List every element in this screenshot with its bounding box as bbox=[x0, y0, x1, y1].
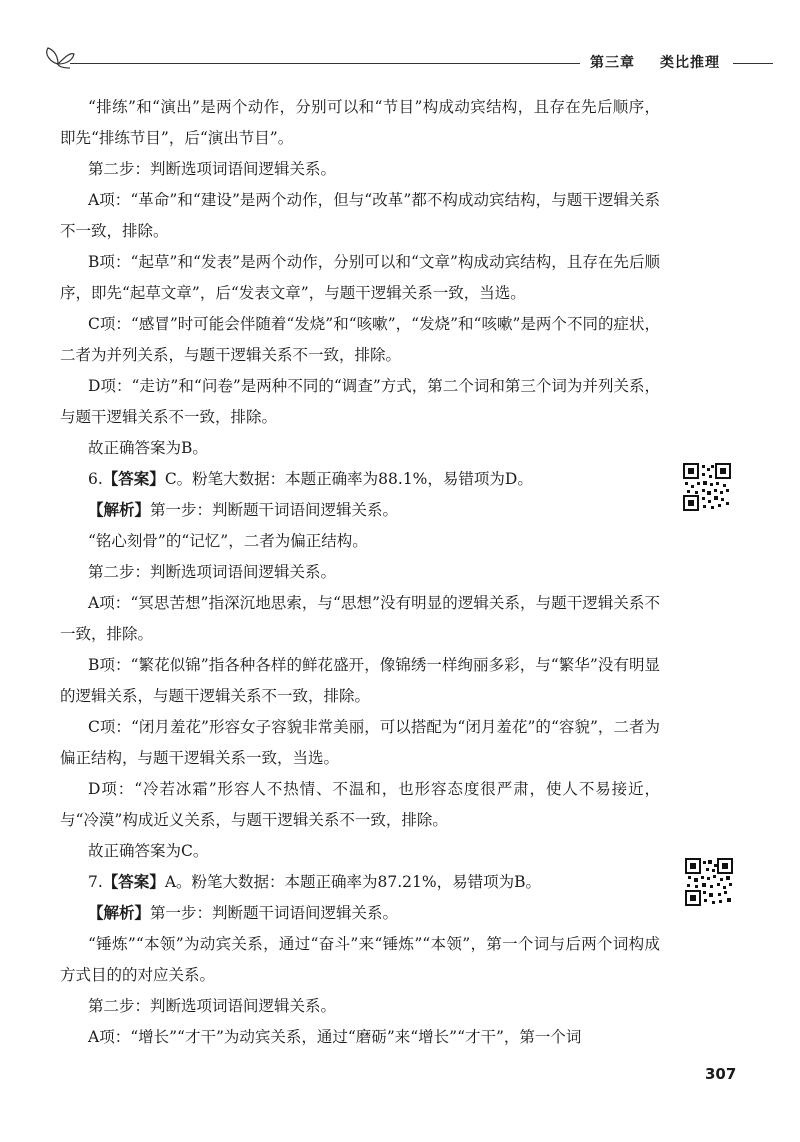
paragraph: B项：“起草”和“发表”是两个动作，分别可以和“文章”构成动宾结构，且存在先后顺序，即先“起草文章”，后“发表文章”，与题干逻辑关系一致，当选。 bbox=[60, 253, 660, 302]
analysis-tag: 【解析】 bbox=[88, 501, 151, 519]
paragraph: 故正确答案为C。 bbox=[88, 842, 209, 860]
paragraph: D项：“冷若冰霜”形容人不热情、不温和，也形容态度很严肃，使人不易接近，与“冷漠”构成近义关系，与题干逻辑关系不一致，排除。 bbox=[60, 780, 660, 829]
paragraph: 第二步：判断选项词语间逻辑关系。 bbox=[88, 160, 337, 178]
analysis-line-6 bbox=[60, 495, 660, 526]
qr-code-icon[interactable] bbox=[685, 858, 733, 906]
page-number: 307 bbox=[705, 1065, 737, 1083]
analysis-text: 第一步：判断题干词语间逻辑关系。 bbox=[150, 904, 399, 922]
paragraph: 第二步：判断选项词语间逻辑关系。 bbox=[88, 563, 337, 581]
paragraph: “排练”和“演出”是两个动作，分别可以和“节目”构成动宾结构，且存在先后顺序，即先“排练节目”，后“演出节目”。 bbox=[60, 98, 660, 147]
analysis-text: 第一步：判断题干词语间逻辑关系。 bbox=[150, 501, 399, 519]
paragraph: A项：“冥思苦想”指深沉地思索，与“思想”没有明显的逻辑关系，与题干逻辑关系不一致，排除。 bbox=[60, 594, 660, 643]
paragraph: “锤炼”“本领”为动宾关系，通过“奋斗”来“锤炼”“本领”，第一个词与后两个词构成方式目的的对应关系。 bbox=[60, 935, 660, 984]
paragraph: 第二步：判断选项词语间逻辑关系。 bbox=[88, 997, 337, 1015]
analysis-line-7 bbox=[60, 898, 660, 929]
question-number: 6. bbox=[88, 470, 103, 488]
paragraph: A项：“革命”和“建设”是两个动作，但与“改革”都不构成动宾结构，与题干逻辑关系不一致，排除。 bbox=[60, 191, 660, 240]
paragraph: C项：“闭月羞花”形容女子容貌非常美丽，可以搭配为“闭月羞花”的“容貌”，二者为偏正结构，与题干逻辑关系一致，当选。 bbox=[60, 718, 660, 767]
answer-tag: 【答案】 bbox=[102, 873, 165, 891]
paragraph: D项：“走访”和“问卷”是两种不同的“调查”方式，第二个词和第三个词为并列关系，与题干逻辑关系不一致，排除。 bbox=[60, 377, 660, 426]
paragraph: “铭心刻骨”的“记忆”，二者为偏正结构。 bbox=[88, 532, 368, 550]
answer-tag: 【答案】 bbox=[102, 470, 165, 488]
answer-text: C。粉笔大数据：本题正确率为88.1%，易错项为D。 bbox=[164, 470, 533, 488]
paragraph: C项：“感冒”时可能会伴随着“发烧”和“咳嗽”，“发烧”和“咳嗽”是两个不同的症状，二者为并列关系，与题干逻辑关系不一致，排除。 bbox=[60, 315, 660, 364]
page-content bbox=[60, 92, 660, 1053]
paragraph: 故正确答案为B。 bbox=[88, 439, 208, 457]
answer-text: A。粉笔大数据：本题正确率为87.21%，易错项为B。 bbox=[164, 873, 541, 891]
paragraph: B项：“繁花似锦”指各种各样的鲜花盛开，像锦绣一样绚丽多彩，与“繁华”没有明显的逻辑关系，与题干逻辑关系不一致，排除。 bbox=[60, 656, 660, 705]
question-number: 7. bbox=[88, 873, 103, 891]
analysis-tag: 【解析】 bbox=[88, 904, 151, 922]
header-rule-right bbox=[733, 63, 773, 64]
topic-label: 类比推理 bbox=[660, 55, 720, 71]
page-header bbox=[0, 0, 800, 80]
chapter-label: 第三章 bbox=[590, 55, 635, 71]
leaf-ornament-icon bbox=[38, 40, 78, 70]
answer-line-6 bbox=[60, 464, 660, 495]
answer-line-7 bbox=[60, 867, 660, 898]
header-rule-left bbox=[70, 63, 580, 64]
qr-code-icon[interactable] bbox=[683, 463, 731, 511]
paragraph: A项：“增长”“才干”为动宾关系，通过“磨砺”来“增长”“才干”，第一个词 bbox=[88, 1028, 582, 1046]
